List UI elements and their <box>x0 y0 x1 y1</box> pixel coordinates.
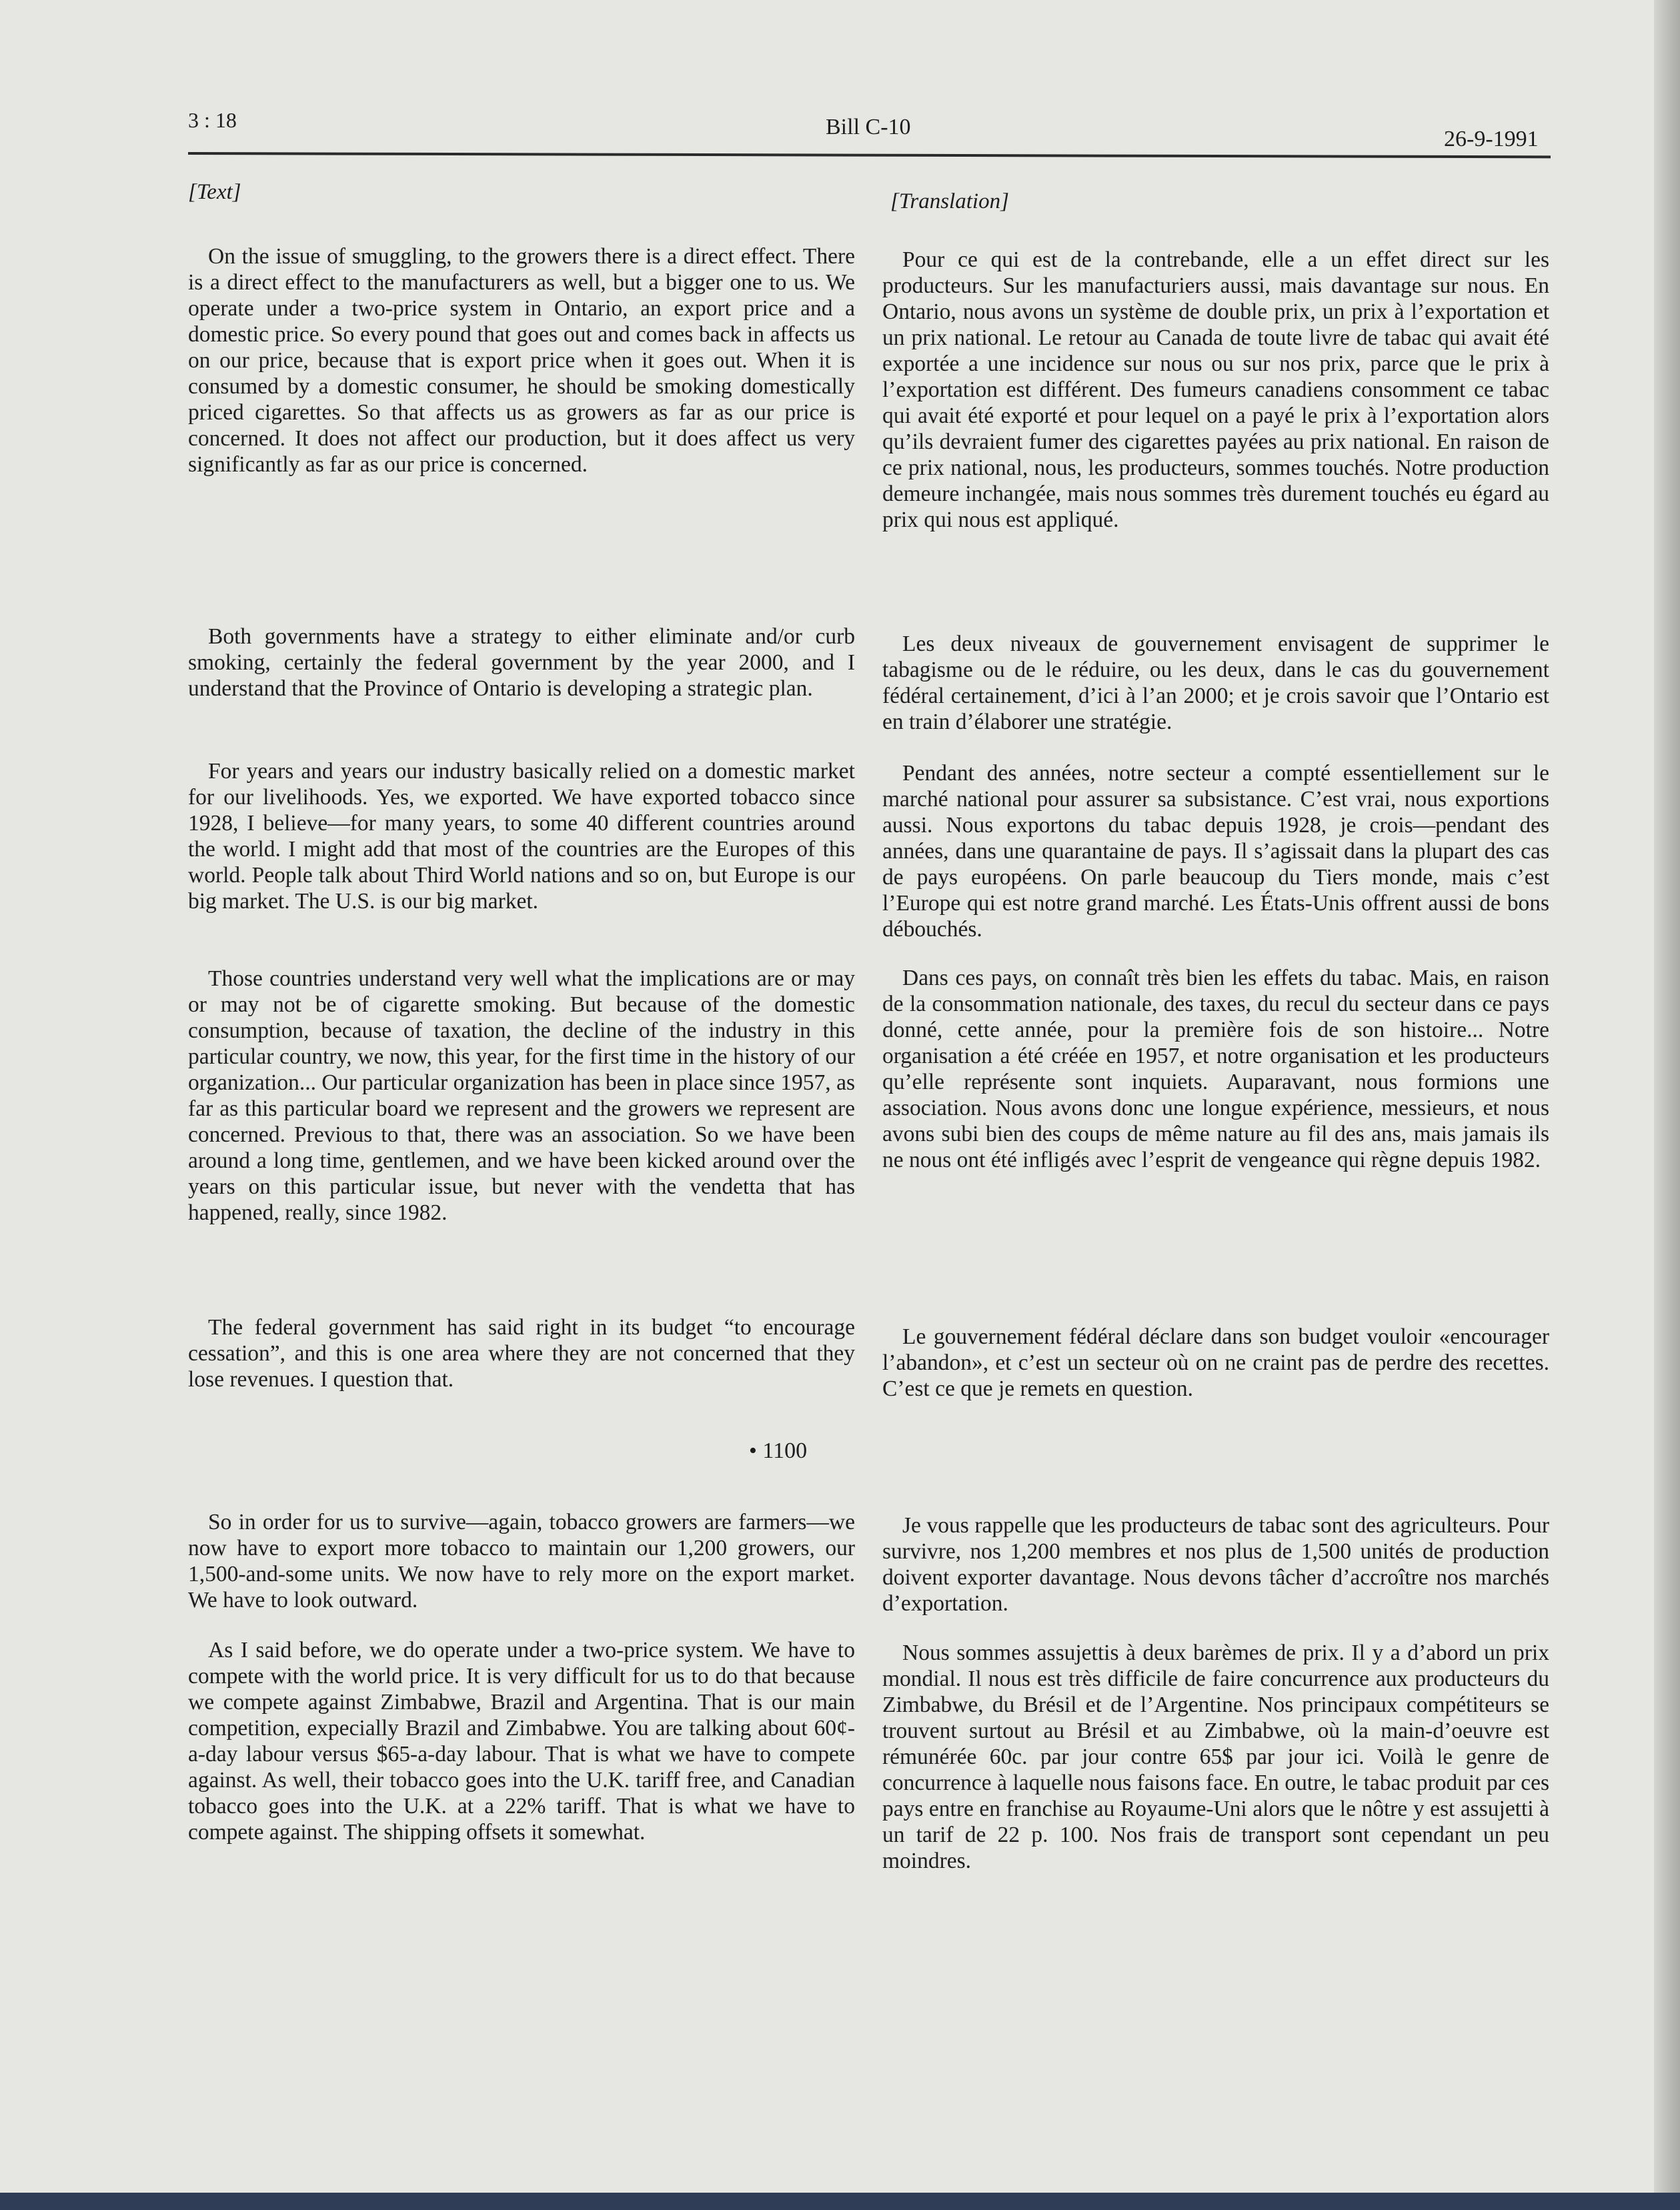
right-paragraph-4: Dans ces pays, on connaît très bien les effets du tabac. Mais, en raison de la consommation nationale, des taxes, du recul du secteur dans ce pays donné, cette année, pour la première fois de son histoire... Notre organisation a été créée en 1957, et notre organisation et les producteurs qu’elle représente sont inquiets. Auparavant, nous formions une association. Nous avons donc une longue expérience, messieurs, et nous avons subi bien des coups de même nature au fil des ans, mais jamais ils ne nous ont été infligés avec l’esprit de vengeance qui règne depuis 1982. <box>882 966 1549 1172</box>
left-paragraph-1: On the issue of smuggling, to the growers there is a direct effect. There is a direct effect to the manufacturers as well, but a bigger one to us. We operate under a two-price system in Ontario, an export price and a domestic price. So every pound that goes out and comes back in affects us on our price, because that is export price when it goes out. When it is consumed by a domestic consumer, he should be smoking domestically priced cigarettes. So that affects us as growers as far as our price is concerned. It does not affect our production, but it does affect us very significantly as far as our price is concerned. <box>188 244 855 477</box>
left-paragraph-5: The federal government has said right in its budget “to encourage cessation”, and this is one area where they are not concerned that they lose revenues. I question that. <box>188 1315 855 1392</box>
bill-title: Bill C-10 <box>826 115 911 139</box>
header-rule <box>188 152 1551 158</box>
right-paragraph-7: Nous sommes assujettis à deux barèmes de prix. Il y a d’abord un prix mondial. Il nous est très difficile de faire concurrence aux producteurs du Zimbabwe, du Brésil et de l’Argentine. Nos principaux compétiteurs se trouvent surtout au Brésil et au Zimbabwe, où la main-d’oeuvre est rémunérée 60c. par jour contre 65$ par jour ici. Voilà le genre de concurrence à laquelle nous faisons face. En outre, le tabac produit par ces pays entre en franchise au Royaume-Uni alors que le nôtre y est assujetti à un tarif de 22 p. 100. Nos frais de transport sont cependant un peu moindres. <box>882 1640 1549 1873</box>
page-header <box>0 0 1661 160</box>
scan-bottom-strip <box>0 2193 1680 2210</box>
left-paragraph-6: So in order for us to survive—again, tobacco growers are farmers—we now have to export more tobacco to maintain our 1,200 growers, our 1,500-and-some units. We now have to rely more on the export market. We have to look outward. <box>188 1510 855 1612</box>
time-marker: • 1100 <box>749 1438 808 1463</box>
text-label: [Text] <box>188 180 241 204</box>
left-paragraph-7: As I said before, we do operate under a two-price system. We have to compete with the world price. It is very difficult for us to do that because we compete against Zimbabwe, Brazil and Argentina. That is our main competition, expecially Brazil and Zimbabwe. You are talking about 60¢-a-day labour versus $65-a-day labour. That is what we have to compete against. As well, their tobacco goes into the U.K. tariff free, and Canadian tobacco goes into the U.K. at a 22% tariff. That is what we have to compete against. The shipping offsets it somewhat. <box>188 1638 855 1845</box>
right-paragraph-3: Pendant des années, notre secteur a compté essentiellement sur le marché national pour assurer sa subsistance. C’est vrai, nous exportions aussi. Nous exportons du tabac depuis 1928, je crois—pendant des années, dans une quarantaine de pays. Il s’agissait dans la plupart des cas de pays européens. On parle beaucoup du Tiers monde, mais c’est l’Europe qui est notre grand marché. Les États-Unis offrent aussi de bons débouchés. <box>882 761 1549 942</box>
left-paragraph-3: For years and years our industry basically relied on a domestic market for our livelihoods. Yes, we exported. We have exported tobacco since 1928, I believe—for many years, to some 40 different countries around the world. I might add that most of the countries are the Europes of this world. People talk about Third World nations and so on, but Europe is our big market. The U.S. is our big market. <box>188 759 855 914</box>
right-paragraph-2: Les deux niveaux de gouvernement envisagent de supprimer le tabagisme ou de le réduire, ou les deux, dans le cas du gouvernement fédéral certainement, d’ici à l’an 2000; et je crois savoir que l’Ontario est en train d’élaborer une stratégie. <box>882 632 1549 734</box>
page-number: 3 : 18 <box>188 108 237 132</box>
left-paragraph-2: Both governments have a strategy to either eliminate and/or curb smoking, certainly the federal government by the year 2000, and I understand that the Province of Ontario is developing a strategic plan. <box>188 624 855 701</box>
page-edge-shadow <box>1654 0 1680 2210</box>
header-date: 26-9-1991 <box>1444 127 1539 151</box>
right-paragraph-1: Pour ce qui est de la contrebande, elle a un effet direct sur les producteurs. Sur les manufacturiers aussi, mais davantage sur nous. En Ontario, nous avons un système de double prix, un prix à l’exportation et un prix national. Le retour au Canada de toute livre de tabac qui avait été exportée a une incidence sur nous ou sur nos prix, parce que le prix à l’exportation est différent. Des fumeurs canadiens consomment ce tabac qui avait été exporté et pour lequel on a payé le prix à l’exportation alors qu’ils devraient fumer des cigarettes payées au prix national. En raison de ce prix national, nous, les producteurs, sommes touchés. Notre production demeure inchangée, mais nous sommes très durement touchés eu égard au prix qui nous est appliqué. <box>882 247 1549 532</box>
translation-label: [Translation] <box>890 189 1009 213</box>
right-paragraph-6: Je vous rappelle que les producteurs de tabac sont des agriculteurs. Pour survivre, nos 1,200 membres et nos plus de 1,500 unités de production doivent exporter davantage. Nous devons tâcher d’accroître nos marchés d’exportation. <box>882 1513 1549 1616</box>
right-paragraph-5: Le gouvernement fédéral déclare dans son budget vouloir «encourager l’abandon», et c’est un secteur où on ne craint pas de perdre des recettes. C’est ce que je remets en question. <box>882 1324 1549 1401</box>
left-paragraph-4: Those countries understand very well what the implications are or may or may not be of cigarette smoking. But because of the domestic consumption, because of taxation, the decline of the industry in this particular country, we now, this year, for the first time in the history of our organization... Our particular organization has been in place since 1957, as far as this particular board we represent and the growers we represent are concerned. Previous to that, there was an association. So we have been around a long time, gentlemen, and we have been kicked around over the years on this particular issue, but never with the vendetta that has happened, really, since 1982. <box>188 966 855 1225</box>
